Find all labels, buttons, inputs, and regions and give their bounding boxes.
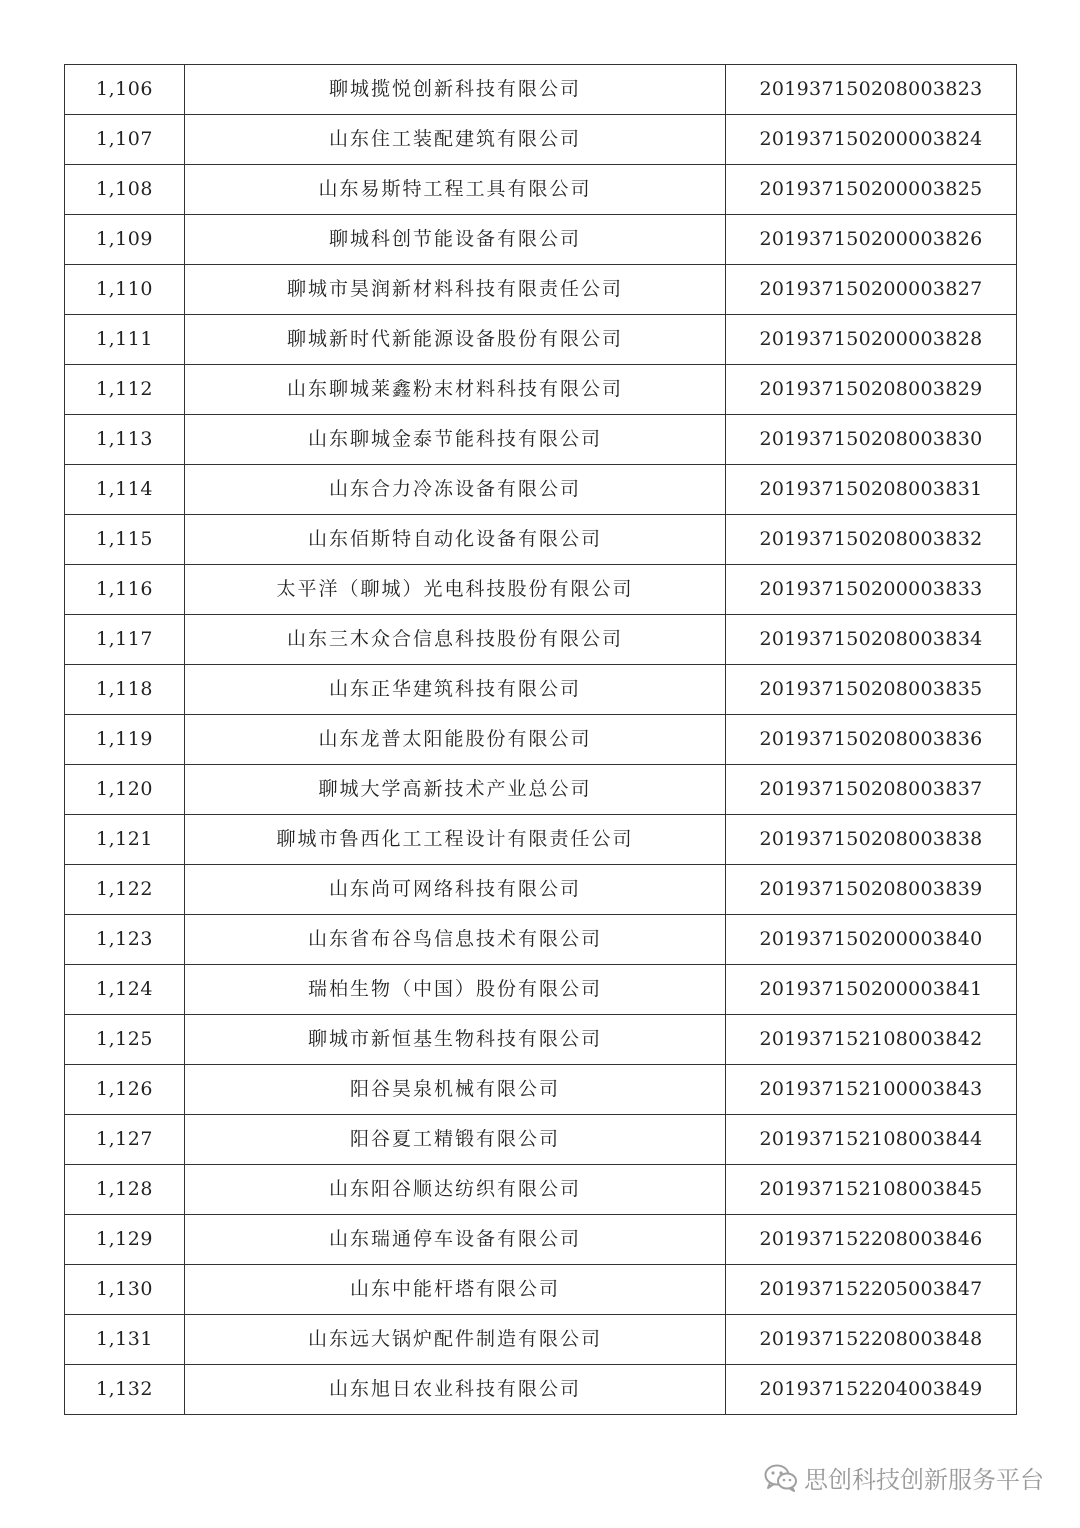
- row-company-name: 山东聊城莱鑫粉末材料科技有限公司: [185, 365, 726, 415]
- row-registration-code: 201937150200003833: [726, 565, 1017, 615]
- row-seq-number: 1,108: [65, 165, 185, 215]
- row-registration-code: 201937152204003849: [726, 1365, 1017, 1415]
- row-seq-number: 1,126: [65, 1065, 185, 1115]
- row-registration-code: 201937150200003841: [726, 965, 1017, 1015]
- row-seq-number: 1,110: [65, 265, 185, 315]
- row-seq-number: 1,128: [65, 1165, 185, 1215]
- table-row: [65, 1365, 1017, 1415]
- table-row: [65, 65, 1017, 115]
- row-company-name: 聊城市昊润新材料科技有限责任公司: [185, 265, 726, 315]
- table-row: [65, 165, 1017, 215]
- table-row: [65, 665, 1017, 715]
- row-company-name: 山东阳谷顺达纺织有限公司: [185, 1165, 726, 1215]
- row-registration-code: 201937150200003824: [726, 115, 1017, 165]
- row-registration-code: 201937150208003839: [726, 865, 1017, 915]
- table-row: [65, 1215, 1017, 1265]
- row-seq-number: 1,118: [65, 665, 185, 715]
- row-company-name: 聊城新时代新能源设备股份有限公司: [185, 315, 726, 365]
- row-registration-code: 201937150200003827: [726, 265, 1017, 315]
- row-registration-code: 201937150208003829: [726, 365, 1017, 415]
- row-registration-code: 201937150208003832: [726, 515, 1017, 565]
- company-registry-table: [64, 64, 1017, 1415]
- row-company-name: 山东正华建筑科技有限公司: [185, 665, 726, 715]
- row-seq-number: 1,124: [65, 965, 185, 1015]
- row-registration-code: 201937150208003837: [726, 765, 1017, 815]
- wechat-icon: [764, 1464, 798, 1492]
- table-row: [65, 1265, 1017, 1315]
- row-company-name: 山东龙普太阳能股份有限公司: [185, 715, 726, 765]
- table-row: [65, 965, 1017, 1015]
- row-company-name: 山东远大锅炉配件制造有限公司: [185, 1315, 726, 1365]
- row-seq-number: 1,112: [65, 365, 185, 415]
- table-body: [65, 65, 1017, 1415]
- table-row: [65, 1115, 1017, 1165]
- row-company-name: 山东省布谷鸟信息技术有限公司: [185, 915, 726, 965]
- row-company-name: 阳谷夏工精锻有限公司: [185, 1115, 726, 1165]
- row-company-name: 太平洋（聊城）光电科技股份有限公司: [185, 565, 726, 615]
- table-row: [65, 1015, 1017, 1065]
- row-registration-code: 201937152208003848: [726, 1315, 1017, 1365]
- row-registration-code: 201937150200003826: [726, 215, 1017, 265]
- row-company-name: 山东佰斯特自动化设备有限公司: [185, 515, 726, 565]
- row-company-name: 山东易斯特工程工具有限公司: [185, 165, 726, 215]
- row-company-name: 山东三木众合信息科技股份有限公司: [185, 615, 726, 665]
- row-seq-number: 1,132: [65, 1365, 185, 1415]
- row-registration-code: 201937150200003828: [726, 315, 1017, 365]
- watermark: [764, 1460, 1044, 1495]
- row-registration-code: 201937150208003823: [726, 65, 1017, 115]
- row-seq-number: 1,116: [65, 565, 185, 615]
- row-company-name: 聊城大学高新技术产业总公司: [185, 765, 726, 815]
- table-row: [65, 415, 1017, 465]
- row-seq-number: 1,117: [65, 615, 185, 665]
- row-company-name: 山东聊城金泰节能科技有限公司: [185, 415, 726, 465]
- row-seq-number: 1,121: [65, 815, 185, 865]
- row-company-name: 山东旭日农业科技有限公司: [185, 1365, 726, 1415]
- row-company-name: 聊城科创节能设备有限公司: [185, 215, 726, 265]
- table-row: [65, 115, 1017, 165]
- row-company-name: 聊城揽悦创新科技有限公司: [185, 65, 726, 115]
- table-row: [65, 565, 1017, 615]
- row-seq-number: 1,131: [65, 1315, 185, 1365]
- watermark-text: 思创科技创新服务平台: [804, 1466, 1044, 1494]
- row-company-name: 山东瑞通停车设备有限公司: [185, 1215, 726, 1265]
- row-registration-code: 201937150208003830: [726, 415, 1017, 465]
- row-seq-number: 1,130: [65, 1265, 185, 1315]
- table-row: [65, 1165, 1017, 1215]
- row-seq-number: 1,119: [65, 715, 185, 765]
- table-row: [65, 265, 1017, 315]
- row-seq-number: 1,109: [65, 215, 185, 265]
- row-company-name: 山东中能杆塔有限公司: [185, 1265, 726, 1315]
- row-registration-code: 201937150200003825: [726, 165, 1017, 215]
- row-seq-number: 1,122: [65, 865, 185, 915]
- table-row: [65, 815, 1017, 865]
- row-registration-code: 201937152108003842: [726, 1015, 1017, 1065]
- company-registry-table-wrapper: [64, 64, 1016, 1415]
- row-company-name: 聊城市鲁西化工工程设计有限责任公司: [185, 815, 726, 865]
- table-row: [65, 515, 1017, 565]
- table-row: [65, 715, 1017, 765]
- table-row: [65, 765, 1017, 815]
- table-row: [65, 915, 1017, 965]
- table-row: [65, 865, 1017, 915]
- row-registration-code: 201937150208003838: [726, 815, 1017, 865]
- row-company-name: 山东合力冷冻设备有限公司: [185, 465, 726, 515]
- row-company-name: 聊城市新恒基生物科技有限公司: [185, 1015, 726, 1065]
- row-registration-code: 201937152208003846: [726, 1215, 1017, 1265]
- row-company-name: 阳谷昊泉机械有限公司: [185, 1065, 726, 1115]
- row-seq-number: 1,120: [65, 765, 185, 815]
- row-seq-number: 1,106: [65, 65, 185, 115]
- table-row: [65, 365, 1017, 415]
- row-seq-number: 1,107: [65, 115, 185, 165]
- row-registration-code: 201937152108003844: [726, 1115, 1017, 1165]
- table-row: [65, 1065, 1017, 1115]
- row-seq-number: 1,123: [65, 915, 185, 965]
- row-registration-code: 201937152205003847: [726, 1265, 1017, 1315]
- table-row: [65, 315, 1017, 365]
- row-seq-number: 1,129: [65, 1215, 185, 1265]
- table-row: [65, 1315, 1017, 1365]
- row-registration-code: 201937150208003835: [726, 665, 1017, 715]
- table-row: [65, 215, 1017, 265]
- row-registration-code: 201937152100003843: [726, 1065, 1017, 1115]
- row-seq-number: 1,114: [65, 465, 185, 515]
- row-registration-code: 201937150200003840: [726, 915, 1017, 965]
- table-row: [65, 465, 1017, 515]
- row-seq-number: 1,115: [65, 515, 185, 565]
- row-registration-code: 201937150208003834: [726, 615, 1017, 665]
- row-seq-number: 1,127: [65, 1115, 185, 1165]
- row-seq-number: 1,111: [65, 315, 185, 365]
- row-seq-number: 1,113: [65, 415, 185, 465]
- row-company-name: 瑞柏生物（中国）股份有限公司: [185, 965, 726, 1015]
- table-row: [65, 615, 1017, 665]
- row-company-name: 山东尚可网络科技有限公司: [185, 865, 726, 915]
- row-registration-code: 201937152108003845: [726, 1165, 1017, 1215]
- row-seq-number: 1,125: [65, 1015, 185, 1065]
- row-registration-code: 201937150208003836: [726, 715, 1017, 765]
- row-company-name: 山东住工装配建筑有限公司: [185, 115, 726, 165]
- row-registration-code: 201937150208003831: [726, 465, 1017, 515]
